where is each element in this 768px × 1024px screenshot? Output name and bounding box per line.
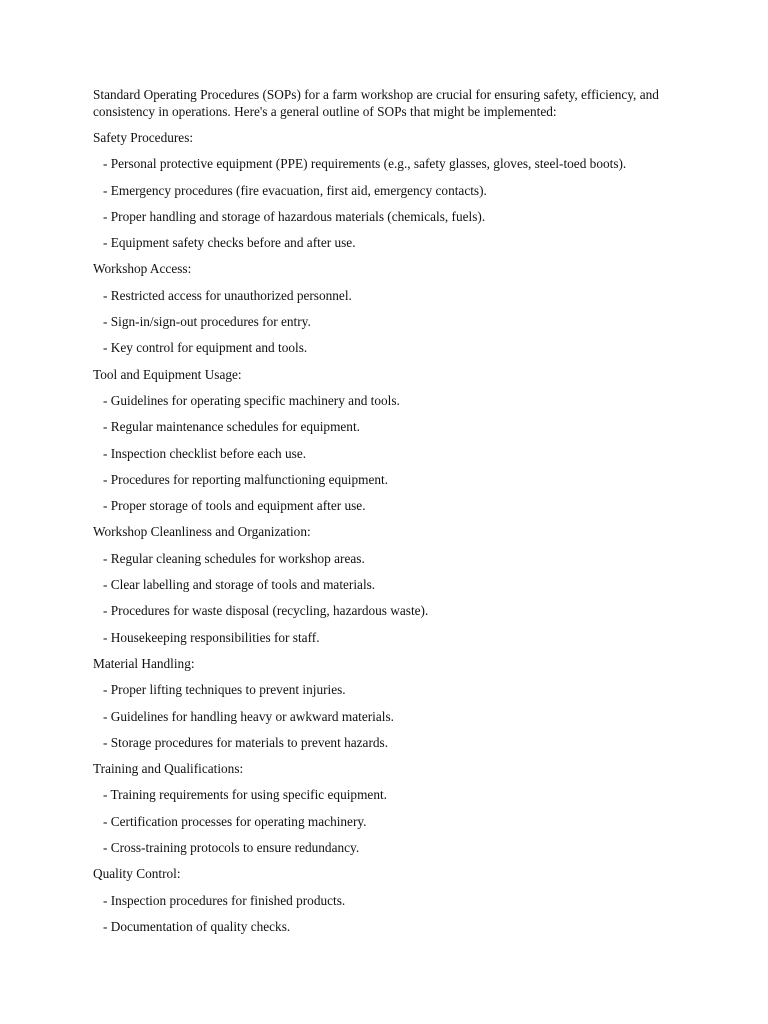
list-item: - Guidelines for handling heavy or awkward materials. (103, 708, 394, 724)
list-item: - Cross-training protocols to ensure redundancy. (103, 840, 360, 856)
list-item: - Equipment safety checks before and after use. (103, 235, 356, 251)
section-training-and-qualifications (93, 761, 693, 856)
list-item: - Clear labelling and storage of tools and materials. (103, 577, 376, 593)
section-heading: Material Handling: (93, 655, 195, 671)
document-page (93, 87, 693, 945)
list-item: - Inspection checklist before each use. (103, 445, 307, 461)
list-item: - Proper storage of tools and equipment after use. (103, 498, 366, 514)
list-item: - Emergency procedures (fire evacuation, first aid, emergency contacts). (103, 182, 487, 198)
section-heading: Training and Qualifications: (93, 761, 244, 777)
section-heading: Safety Procedures: (93, 130, 194, 145)
section-heading: Quality Control: (93, 866, 181, 882)
list-item: - Certification processes for operating machinery. (103, 813, 367, 829)
list-item: - Procedures for waste disposal (recycling, hazardous waste). (103, 603, 429, 619)
list-item: - Proper handling and storage of hazardous materials (chemicals, fuels). (103, 208, 486, 224)
list-item: - Training requirements for using specific equipment. (103, 787, 387, 803)
list-item: - Personal protective equipment (PPE) requirements (e.g., safety glasses, gloves, steel-toed boots). (103, 156, 627, 172)
list-item: - Housekeeping responsibilities for staff. (103, 629, 320, 645)
list-item: - Proper lifting techniques to prevent injuries. (103, 682, 346, 698)
list-item: - Documentation of quality checks. (103, 918, 291, 934)
list-item: - Key control for equipment and tools. (103, 340, 308, 356)
list-item: - Restricted access for unauthorized personnel. (103, 287, 352, 303)
section-heading: Workshop Access: (93, 261, 192, 277)
list-item: - Storage procedures for materials to prevent hazards. (103, 734, 389, 750)
section-safety-procedures (93, 130, 693, 251)
list-item: - Procedures for reporting malfunctioning equipment. (103, 471, 389, 487)
list-item: - Regular maintenance schedules for equipment. (103, 419, 360, 435)
list-item: - Guidelines for operating specific machinery and tools. (103, 392, 400, 408)
list-item: - Sign-in/sign-out procedures for entry. (103, 314, 311, 330)
section-material-handling (93, 656, 693, 751)
section-workshop-cleanliness (93, 524, 693, 645)
list-item: - Inspection procedures for finished products. (103, 892, 346, 908)
list-item: - Regular cleaning schedules for workshop areas. (103, 550, 365, 566)
section-workshop-access (93, 261, 693, 356)
section-heading: Workshop Cleanliness and Organization: (93, 524, 311, 540)
section-tool-and-equipment-usage (93, 367, 693, 514)
section-heading: Tool and Equipment Usage: (93, 366, 242, 382)
intro-paragraph: Standard Operating Procedures (SOPs) for a farm workshop are crucial for ensuring safety, efficiency, and consistency in operations. Here's a general outline of SOPs that might be implemented: (93, 87, 659, 119)
section-quality-control (93, 866, 693, 935)
